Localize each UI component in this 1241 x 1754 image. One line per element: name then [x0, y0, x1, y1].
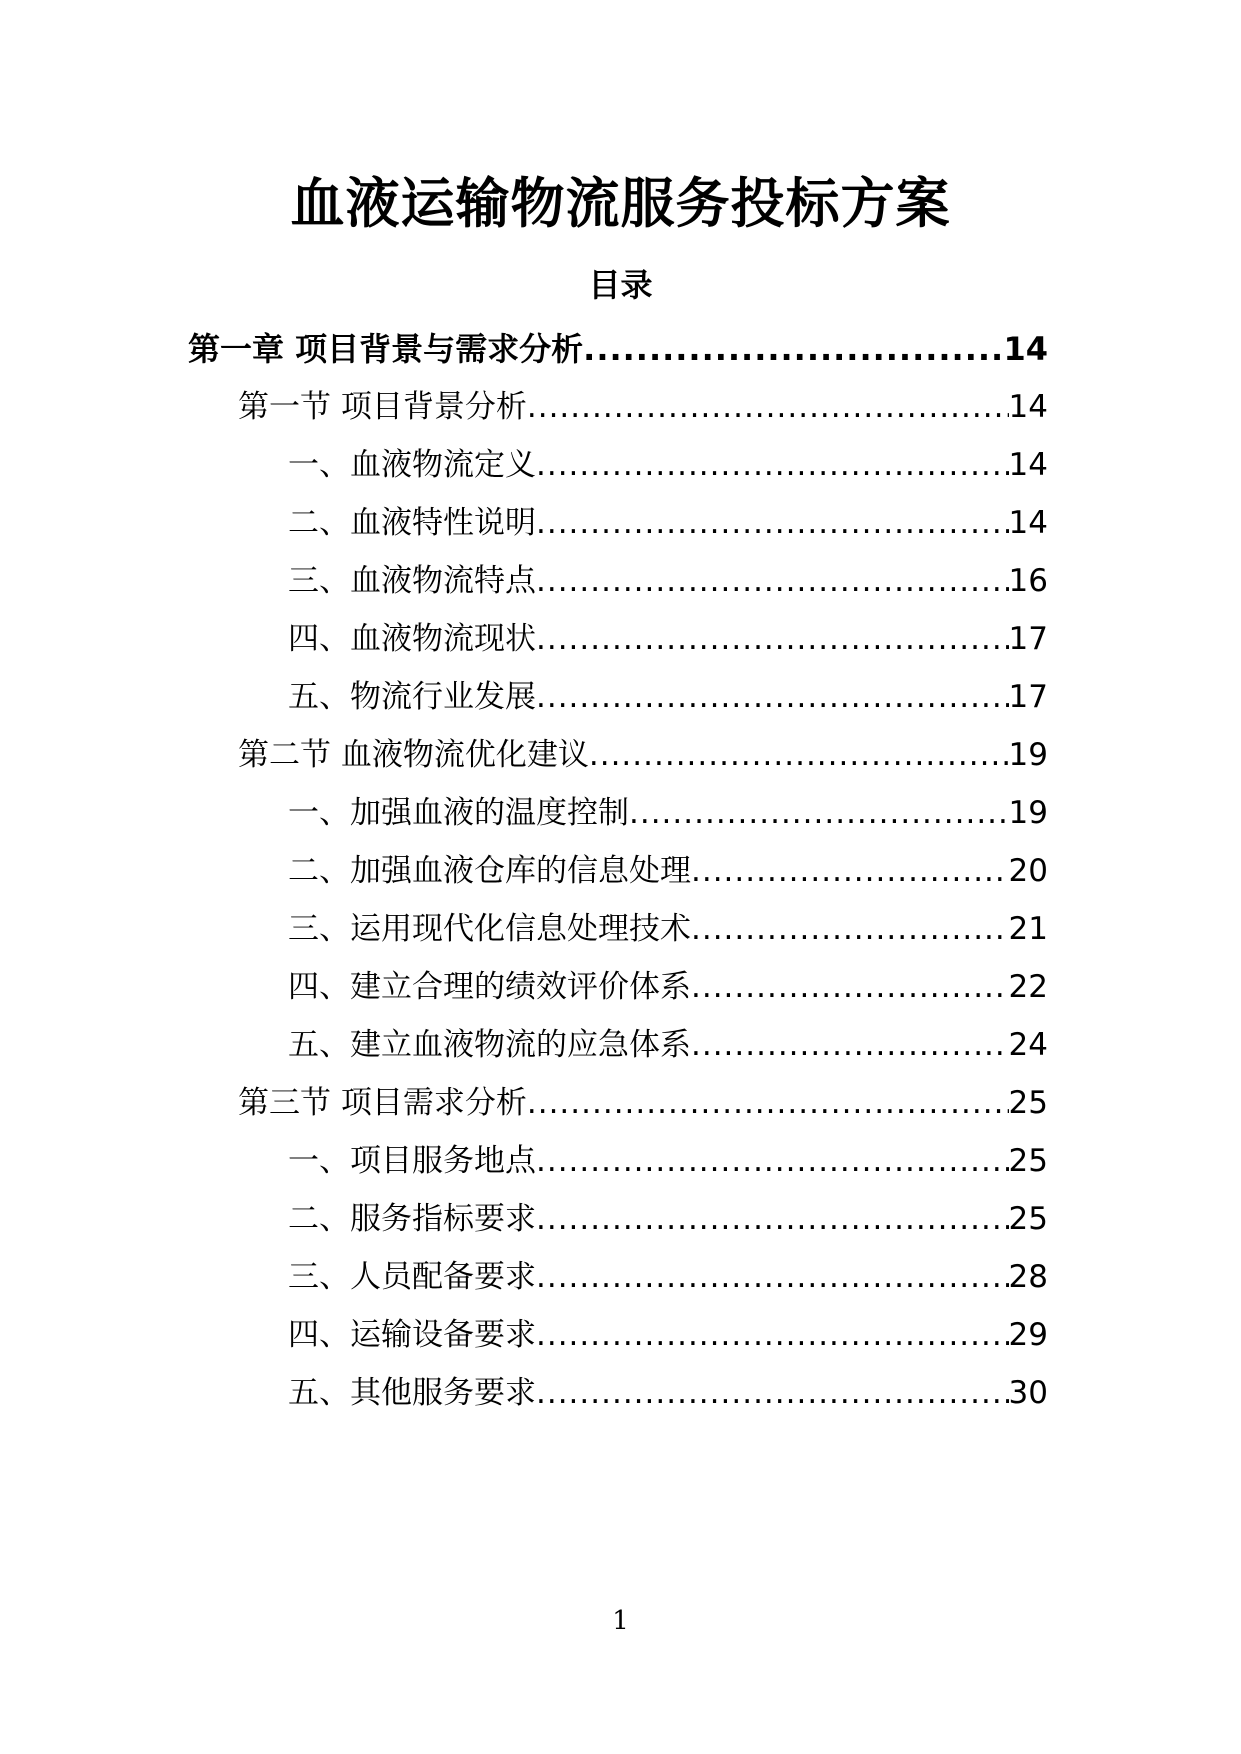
- toc-entry-subsection[interactable]: [288, 849, 1048, 893]
- toc-dot-leader: [536, 675, 1009, 719]
- toc-entry-label: 一、项目服务地点: [288, 1143, 536, 1179]
- toc-dot-leader: [536, 1313, 1009, 1357]
- toc-entry-label: 一、加强血液的温度控制: [288, 795, 629, 831]
- toc-entry-label: 五、物流行业发展: [288, 679, 536, 715]
- toc-entry-label: 三、血液物流特点: [288, 563, 536, 599]
- toc-entry-page: 24: [1008, 1027, 1048, 1063]
- toc-entry-page: 17: [1008, 621, 1048, 657]
- toc-dot-leader: [536, 1197, 1009, 1241]
- toc-entry-section-2[interactable]: [238, 733, 1048, 777]
- toc-entry-page: 28: [1008, 1259, 1048, 1295]
- toc-dot-leader: [583, 327, 1003, 371]
- toc-entry-page: 14: [1008, 447, 1048, 483]
- toc-entry-section-3[interactable]: [238, 1081, 1048, 1125]
- toc-dot-leader: [691, 849, 1009, 893]
- toc-entry-page: 14: [1003, 330, 1048, 368]
- toc-entry-page: 20: [1008, 853, 1048, 889]
- toc-entry-label: 二、服务指标要求: [288, 1201, 536, 1237]
- toc-entry-page: 19: [1008, 795, 1048, 831]
- toc-entry-subsection[interactable]: [288, 443, 1048, 487]
- toc-dot-leader: [536, 501, 1009, 545]
- toc-dot-leader: [691, 907, 1009, 951]
- toc-entry-label: 第一节 项目背景分析: [238, 389, 527, 425]
- toc-entry-subsection[interactable]: [288, 675, 1048, 719]
- toc-entry-page: 25: [1008, 1201, 1048, 1237]
- toc-entry-page: 22: [1008, 969, 1048, 1005]
- toc-entry-label: 第一章 项目背景与需求分析: [188, 330, 584, 368]
- toc-entry-page: 25: [1008, 1143, 1048, 1179]
- toc-dot-leader: [589, 733, 1009, 777]
- toc-entry-subsection[interactable]: [288, 791, 1048, 835]
- toc-entry-page: 14: [1008, 505, 1048, 541]
- toc-entry-subsection[interactable]: [288, 965, 1048, 1009]
- toc-entry-label: 第三节 项目需求分析: [238, 1085, 527, 1121]
- page-number: 1: [612, 1606, 629, 1636]
- toc-entry-chapter-1[interactable]: [188, 327, 1048, 371]
- toc-dot-leader: [629, 791, 1009, 835]
- toc-heading: 目录: [588, 266, 653, 304]
- toc-dot-leader: [536, 1371, 1009, 1415]
- toc-dot-leader: [536, 617, 1009, 661]
- toc-entry-page: 14: [1008, 389, 1048, 425]
- toc-entry-label: 五、建立血液物流的应急体系: [288, 1027, 691, 1063]
- toc-dot-leader: [536, 1255, 1009, 1299]
- toc-entry-page: 17: [1008, 679, 1048, 715]
- page-title: 血液运输物流服务投标方案: [290, 172, 951, 235]
- toc-dot-leader: [691, 1023, 1009, 1067]
- toc-entry-subsection[interactable]: [288, 559, 1048, 603]
- toc-entry-label: 五、其他服务要求: [288, 1375, 536, 1411]
- toc-entry-label: 二、血液特性说明: [288, 505, 536, 541]
- toc-dot-leader: [527, 385, 1009, 429]
- toc-entry-subsection[interactable]: [288, 1197, 1048, 1241]
- toc-entry-page: 21: [1008, 911, 1048, 947]
- toc-entry-page: 16: [1008, 563, 1048, 599]
- toc-entry-subsection[interactable]: [288, 617, 1048, 661]
- toc-entry-page: 25: [1008, 1085, 1048, 1121]
- toc-entry-page: 29: [1008, 1317, 1048, 1353]
- toc-entry-label: 四、运输设备要求: [288, 1317, 536, 1353]
- toc-entry-label: 三、人员配备要求: [288, 1259, 536, 1295]
- toc-entry-label: 二、加强血液仓库的信息处理: [288, 853, 691, 889]
- toc-dot-leader: [527, 1081, 1009, 1125]
- toc-dot-leader: [536, 443, 1009, 487]
- toc-entry-label: 第二节 血液物流优化建议: [238, 737, 589, 773]
- toc-dot-leader: [536, 1139, 1009, 1183]
- toc-entry-subsection[interactable]: [288, 907, 1048, 951]
- toc-entry-label: 四、血液物流现状: [288, 621, 536, 657]
- toc-entry-subsection[interactable]: [288, 1255, 1048, 1299]
- toc-entry-section-1[interactable]: [238, 385, 1048, 429]
- toc-entry-label: 四、建立合理的绩效评价体系: [288, 969, 691, 1005]
- toc-entry-label: 三、运用现代化信息处理技术: [288, 911, 691, 947]
- toc-entry-page: 30: [1008, 1375, 1048, 1411]
- toc-entry-subsection[interactable]: [288, 1023, 1048, 1067]
- toc-entry-subsection[interactable]: [288, 1139, 1048, 1183]
- toc-dot-leader: [691, 965, 1009, 1009]
- toc-entry-label: 一、血液物流定义: [288, 447, 536, 483]
- toc-dot-leader: [536, 559, 1009, 603]
- toc-entry-page: 19: [1008, 737, 1048, 773]
- toc-entry-subsection[interactable]: [288, 1371, 1048, 1415]
- toc-entry-subsection[interactable]: [288, 1313, 1048, 1357]
- toc-entry-subsection[interactable]: [288, 501, 1048, 545]
